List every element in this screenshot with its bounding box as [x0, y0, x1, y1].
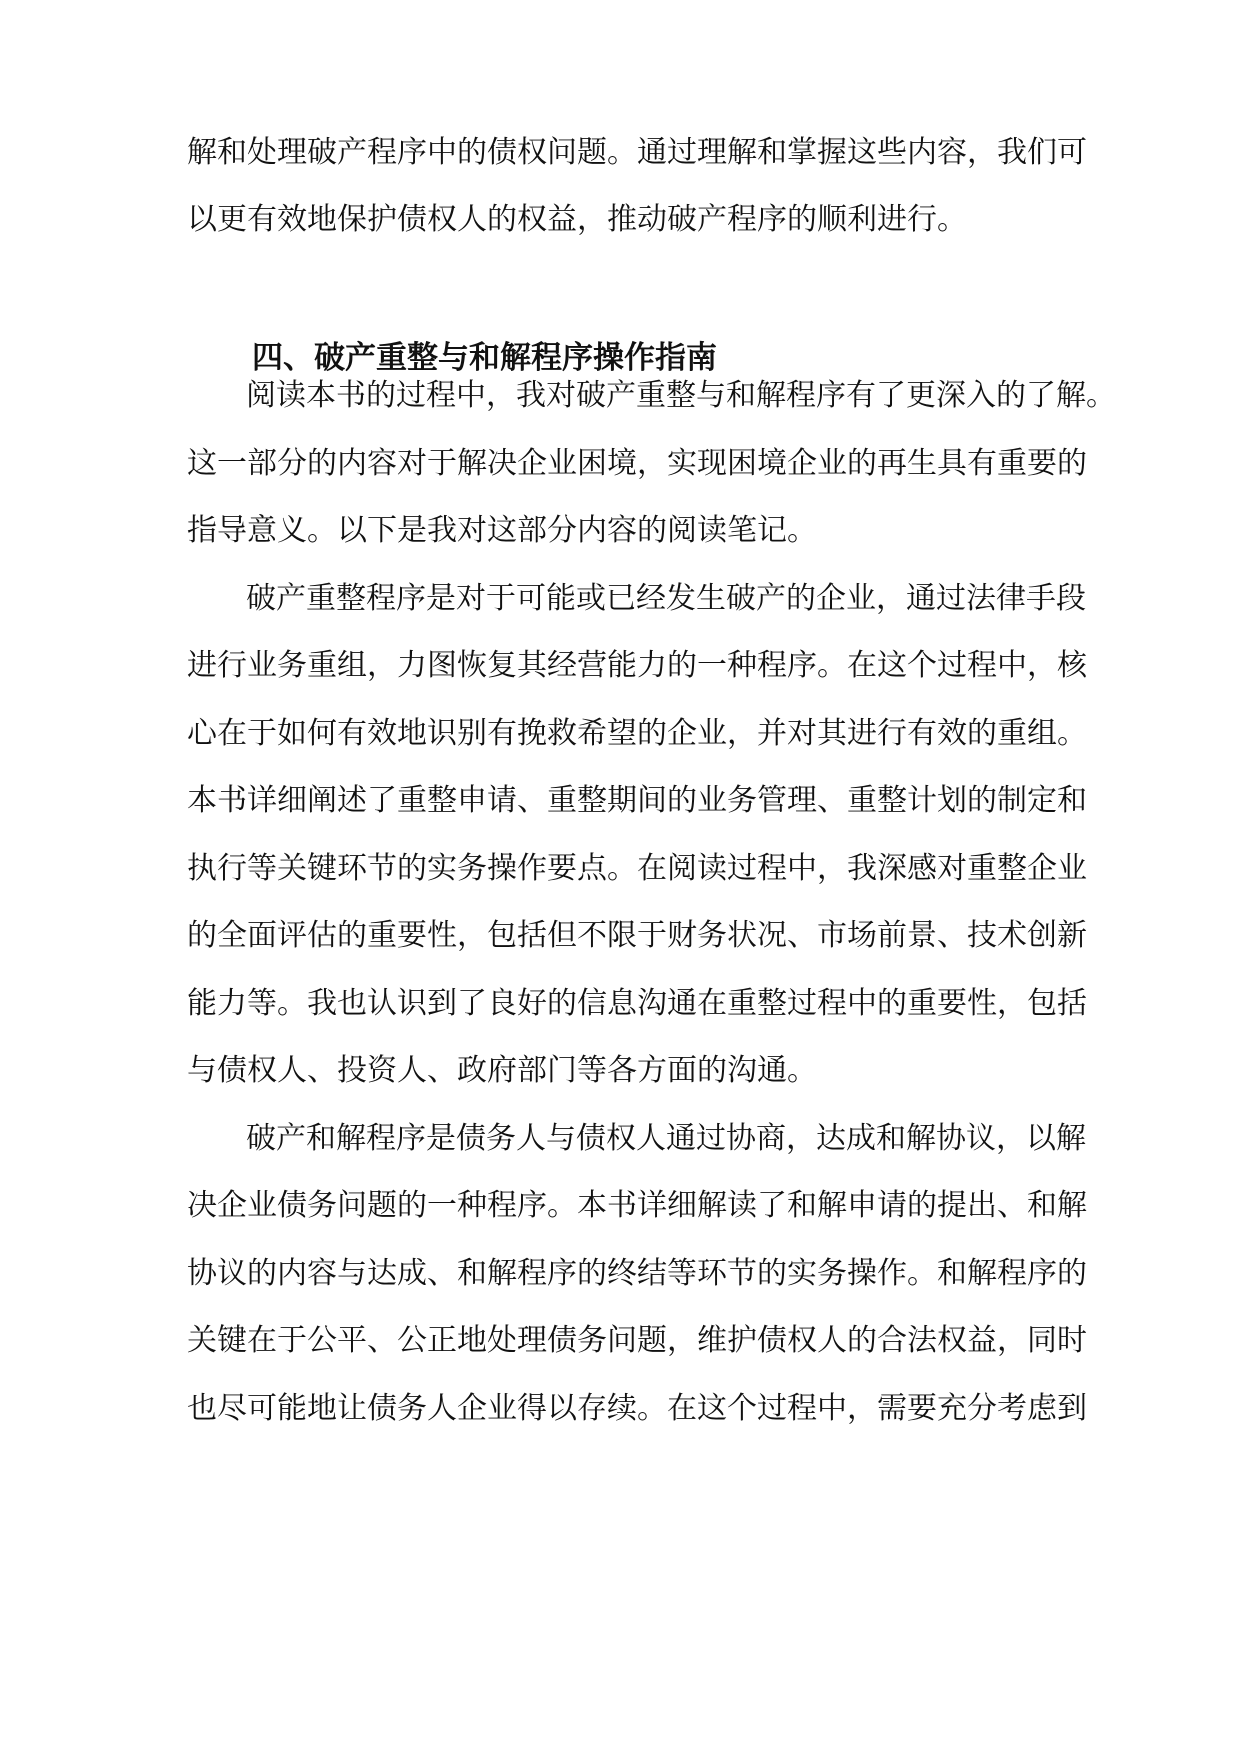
paragraph3-line-3: 协议的内容与达成、和解程序的终结等环节的实务操作。和解程序的 — [187, 1256, 1087, 1291]
paragraph2-line-5: 执行等关键环节的实务操作要点。在阅读过程中，我深感对重整企业 — [187, 851, 1087, 886]
paragraph2-line-4: 本书详细阐述了重整申请、重整期间的业务管理、重整计划的制定和 — [187, 783, 1087, 818]
paragraph1-line-1: 阅读本书的过程中，我对破产重整与和解程序有了更深入的了解。 — [246, 378, 1116, 413]
paragraph2-line-6: 的全面评估的重要性，包括但不限于财务状况、市场前景、技术创新 — [187, 918, 1087, 953]
paragraph3-line-1: 破产和解程序是债务人与债权人通过协商，达成和解协议，以解 — [246, 1121, 1086, 1156]
paragraph3-line-2: 决企业债务问题的一种程序。本书详细解读了和解申请的提出、和解 — [187, 1188, 1087, 1223]
paragraph1-line-2: 这一部分的内容对于解决企业困境，实现困境企业的再生具有重要的 — [187, 446, 1087, 481]
section-heading: 四、破产重整与和解程序操作指南 — [252, 340, 717, 376]
paragraph2-line-1: 破产重整程序是对于可能或已经发生破产的企业，通过法律手段 — [246, 581, 1086, 616]
paragraph3-line-4: 关键在于公平、公正地处理债务问题，维护债权人的合法权益，同时 — [187, 1323, 1087, 1358]
paragraph2-line-7: 能力等。我也认识到了良好的信息沟通在重整过程中的重要性，包括 — [187, 986, 1087, 1021]
paragraph3-line-5: 也尽可能地让债务人企业得以存续。在这个过程中，需要充分考虑到 — [187, 1391, 1087, 1426]
paragraph2-line-3: 心在于如何有效地识别有挽救希望的企业，并对其进行有效的重组。 — [187, 716, 1087, 751]
intro-line-1: 解和处理破产程序中的债权问题。通过理解和掌握这些内容，我们可 — [187, 135, 1087, 170]
paragraph2-line-8: 与债权人、投资人、政府部门等各方面的沟通。 — [187, 1053, 817, 1088]
intro-line-2: 以更有效地保护债权人的权益，推动破产程序的顺利进行。 — [187, 202, 967, 237]
paragraph2-line-2: 进行业务重组，力图恢复其经营能力的一种程序。在这个过程中，核 — [187, 648, 1087, 683]
paragraph1-line-3: 指导意义。以下是我对这部分内容的阅读笔记。 — [187, 513, 817, 548]
